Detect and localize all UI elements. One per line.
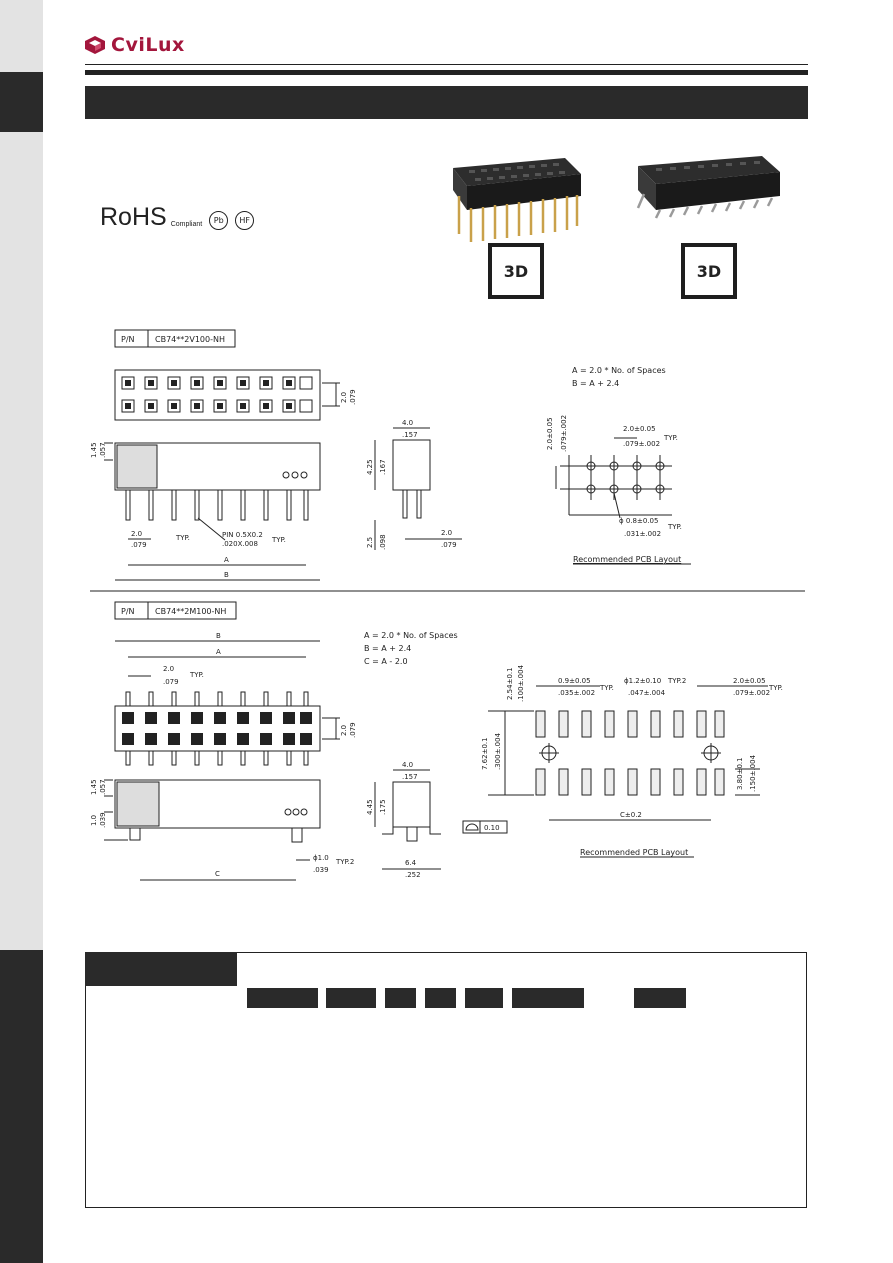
- dim-a-2: A: [216, 648, 221, 656]
- dim-h-in-1: .057: [99, 442, 107, 458]
- side-h-mm-1: 4.25: [366, 459, 374, 475]
- dim-peg-typ-2: TYP.2: [336, 858, 355, 866]
- dim-s-in-2: .039: [99, 812, 107, 828]
- pcb-pad-in-2: .035±.002: [558, 689, 596, 697]
- pcb-pad-mm-2: 0.9±0.05: [558, 677, 591, 685]
- dim-peg-in-2: .039: [313, 866, 329, 874]
- side-tail-mm-1: 2.5: [366, 536, 374, 548]
- dim-pitch-in-2: .079: [163, 678, 179, 686]
- side-w-mm-1: 4.0: [402, 419, 414, 427]
- pcb-c-2: C±0.2: [620, 811, 642, 819]
- dim-h-in-2: .057: [99, 779, 107, 795]
- formula-a-2: A = 2.0 * No. of Spaces: [364, 631, 458, 640]
- formula-b-1: B = A + 2.4: [572, 379, 620, 388]
- pcb-hole-typ-1: TYP.: [668, 523, 682, 531]
- dim-a-1: A: [224, 556, 229, 564]
- dim-row-in-1: .079: [349, 389, 357, 405]
- dim-row-mm-1: 2.0: [340, 391, 348, 403]
- brand-name: CviLux: [111, 34, 185, 56]
- formula-b-2: B = A + 2.4: [364, 644, 412, 653]
- 3d-badge-label: 3D: [685, 247, 733, 295]
- formula-c-2: C = A - 2.0: [364, 657, 408, 666]
- pn-label-1: P/N: [121, 335, 135, 344]
- pn-value-1: CB74**2V100-NH: [155, 335, 225, 344]
- pcb-col-mm-1: 2.0±0.05: [623, 425, 656, 433]
- side-foot-mm-2: 6.4: [405, 859, 417, 867]
- rohs-label: RoHS: [100, 203, 167, 231]
- pn-value-2: CB74**2M100-NH: [155, 607, 227, 616]
- dim-h-mm-1: 1.45: [90, 442, 98, 458]
- dim-typ-2: TYP.: [190, 671, 204, 679]
- drawing-1: [90, 330, 691, 580]
- pcb-span-mm-2: 7.62±0.1: [481, 737, 489, 770]
- ordering-info-tab: [85, 952, 237, 986]
- pcb-top-in-2: .100±.004: [517, 664, 525, 702]
- pcb-pad-h-mm-2: 3.80±0.1: [736, 757, 744, 790]
- pcb-peg-typ-2: TYP.2: [668, 677, 687, 685]
- pcb-pitch-typ-2: TYP.: [769, 684, 783, 692]
- pcb-layout-2: [536, 711, 724, 795]
- side-view-2: [393, 782, 430, 827]
- dim-s-mm-2: 1.0: [90, 814, 98, 826]
- pcb-col-in-1: .079±.002: [623, 440, 661, 448]
- pcb-span-in-2: .300±.004: [494, 732, 502, 770]
- pcb-pitch-in-2: .079±.002: [733, 689, 771, 697]
- formula-a-1: A = 2.0 * No. of Spaces: [572, 366, 666, 375]
- halogen-free-icon: HF: [235, 211, 254, 230]
- side-w-in-2: .157: [402, 773, 418, 781]
- pcb-hole-mm-1: ϕ 0.8±0.05: [619, 517, 659, 525]
- part-code-cell-2: [326, 988, 376, 1008]
- part-code-cell-4: [425, 988, 456, 1008]
- dim-pin-1: PIN 0.5X0.2: [222, 531, 263, 539]
- part-code-cell-1: [247, 988, 318, 1008]
- pcb-peg-in-2: .047±.004: [628, 689, 666, 697]
- dim-pin-in-1: .020X.008: [222, 540, 258, 548]
- dim-h-mm-2: 1.45: [90, 779, 98, 795]
- side-view-1: [393, 440, 430, 490]
- pcb-pad-typ-2: TYP.: [600, 684, 614, 692]
- pcb-peg-mm-2: ϕ1.2±0.10: [624, 677, 662, 685]
- side-h-in-2: .175: [379, 799, 387, 815]
- dim-pitch-mm-1: 2.0: [131, 530, 143, 538]
- dim-b-1: B: [224, 571, 229, 579]
- pcb-pad-h-in-2: .150±.004: [749, 754, 757, 792]
- pn-label-2: P/N: [121, 607, 135, 616]
- dim-peg-mm-2: ϕ1.0: [313, 854, 329, 862]
- pcb-col-typ-1: TYP.: [664, 434, 678, 442]
- pcb-hole-in-1: .031±.002: [624, 530, 662, 538]
- side-foot-in-2: .252: [405, 871, 421, 879]
- dim-pin-typ-1: TYP.: [272, 536, 286, 544]
- pcb-layout-1: [560, 455, 672, 515]
- side-pitch-mm-1: 2.0: [441, 529, 453, 537]
- side-tail-in-1: .098: [379, 534, 387, 550]
- flatness-value: 0.10: [484, 824, 500, 832]
- side-w-in-1: .157: [402, 431, 418, 439]
- pcb-top-mm-2: 2.54±0.1: [506, 667, 514, 700]
- pcb-row-mm-1: 2.0±0.05: [546, 417, 554, 450]
- 3d-badge-label: 3D: [492, 247, 540, 295]
- side-h-mm-2: 4.45: [366, 799, 374, 815]
- rohs-sub-label: Compliant: [170, 221, 203, 228]
- pcb-title-1: Recommended PCB Layout: [573, 555, 682, 564]
- dim-pitch-in-1: .079: [131, 541, 147, 549]
- dim-typ-1: TYP.: [176, 534, 190, 542]
- part-code-cell-7: [634, 988, 686, 1008]
- drawing-2: [90, 602, 783, 880]
- side-h-in-1: .167: [379, 459, 387, 475]
- part-code-cell-5: [465, 988, 503, 1008]
- dim-b-2: B: [216, 632, 221, 640]
- side-w-mm-2: 4.0: [402, 761, 414, 769]
- top-view-2-pins: [126, 692, 308, 765]
- pcb-title-2: Recommended PCB Layout: [580, 848, 689, 857]
- dim-pitch-mm-2: 2.0: [163, 665, 175, 673]
- pcb-pitch-mm-2: 2.0±0.05: [733, 677, 766, 685]
- pb-free-icon: Pb: [209, 211, 228, 230]
- dim-row-in-2: .079: [349, 722, 357, 738]
- part-code-cell-6: [512, 988, 584, 1008]
- pcb-row-in-1: .079±.002: [560, 414, 568, 452]
- dim-row-mm-2: 2.0: [340, 724, 348, 736]
- front-view-1-pins: [126, 490, 308, 520]
- part-code-cell-3: [385, 988, 416, 1008]
- dim-c-2: C: [215, 870, 220, 878]
- side-pitch-in-1: .079: [441, 541, 457, 549]
